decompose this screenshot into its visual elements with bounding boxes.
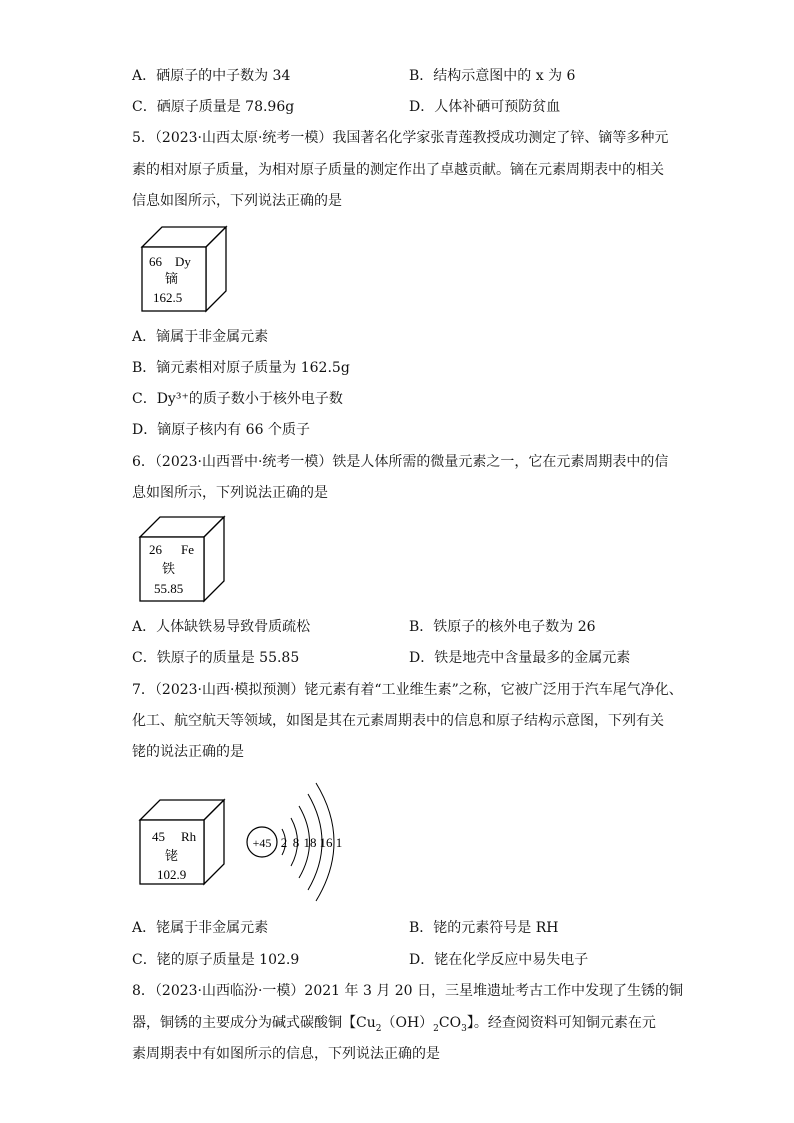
q6-stem-line-1: 6．（2023·山西晋中·统考一模）铁是人体所需的微量元素之一，它在元素周期表中的信 [132, 454, 669, 470]
shell-1-electrons: 2 [280, 835, 288, 850]
q7-stem-line-2: 化工、航空航天等领域，如图是其在元素周期表中的信息和原子结构示意图，下列有关 [132, 713, 664, 729]
q5-option-a: A．镝属于非金属元素 [132, 329, 269, 345]
q7-nucleus-charge: +45 [252, 836, 272, 850]
q7-option-c: C．铑的原子质量是 102.9 [132, 952, 300, 968]
q7-stem-line-1: 7．（2023·山西·模拟预测）铑元素有着“工业维生素”之称，它被广泛用于汽车尾气净化、 [132, 682, 683, 698]
q8-subscript: 3 [461, 1023, 467, 1034]
q6-option-d: D．铁是地壳中含量最多的金属元素 [409, 650, 631, 666]
q6-atomic-number: 26 [149, 542, 162, 557]
q5-stem-line-3: 信息如图所示，下列说法正确的是 [132, 193, 342, 209]
q7-option-d: D．铑在化学反应中易失电子 [409, 952, 589, 968]
q5-element-symbol: Dy [175, 254, 191, 269]
q5-option-c: C．Dy³⁺的质子数小于核外电子数 [132, 391, 343, 407]
q6-option-b: B．铁原子的核外电子数为 26 [409, 619, 596, 635]
q4-option-b: B．结构示意图中的 x 为 6 [409, 68, 576, 84]
q7-atom-structure-diagram [244, 780, 354, 904]
q5-option-d: D．镝原子核内有 66 个质子 [132, 422, 310, 438]
shell-3-electrons: 18 [303, 835, 317, 850]
q6-element-symbol: Fe [181, 542, 194, 557]
q5-stem-line-2: 素的相对原子质量，为相对原子质量的测定作出了卓越贡献。镝在元素周期表中的相关 [132, 162, 664, 178]
q8-stem-line-2-text: （OH） [381, 1015, 434, 1031]
q8-subscript: 2 [433, 1023, 439, 1034]
q7-element-box [136, 796, 228, 888]
q8-stem-line-1: 8．（2023·山西临汾·一模）2021 年 3 月 20 日，三星堆遗址考古工作中发现了生锈的铜 [132, 983, 684, 999]
q8-stem-line-2-text: CO [438, 1015, 462, 1031]
q7-atomic-mass: 102.9 [157, 867, 187, 882]
q5-atomic-number: 66 [149, 254, 162, 269]
shell-5-electrons: 1 [335, 835, 343, 850]
q7-option-a: A．铑属于非金属元素 [132, 920, 269, 936]
q6-option-a: A．人体缺铁易导致骨质疏松 [132, 619, 311, 635]
shell-2-electrons: 8 [292, 835, 300, 850]
q8-stem-line-3: 素周期表中有如图所示的信息，下列说法正确的是 [132, 1046, 440, 1062]
q4-option-d: D．人体补硒可预防贫血 [409, 99, 561, 115]
q7-option-b: B．铑的元素符号是 RH [409, 920, 559, 936]
q7-element-name: 铑 [165, 848, 179, 863]
shell-4-electrons: 16 [319, 835, 333, 850]
q8-stem-line-2 [132, 1013, 656, 1039]
q6-atomic-mass: 55.85 [154, 581, 184, 596]
q7-stem-line-3: 铑的说法正确的是 [132, 744, 244, 760]
q6-element-name: 铁 [162, 561, 176, 576]
q8-stem-line-2-text: 】。经查阅资料可知铜元素在元 [466, 1015, 656, 1031]
q6-element-box [136, 514, 228, 604]
q8-stem-line-2-text: 器，铜锈的主要成分为碱式碳酸铜【Cu [132, 1015, 376, 1031]
q8-subscript: 2 [375, 1023, 382, 1034]
q7-atomic-number: 45 [152, 829, 165, 844]
q4-option-a: A．硒原子的中子数为 34 [132, 68, 291, 84]
q4-option-c: C．硒原子质量是 78.96g [132, 99, 295, 115]
q5-stem-line-1: 5．（2023·山西太原·统考一模）我国著名化学家张青莲教授成功测定了锌、镝等多种元 [132, 130, 669, 146]
q6-stem-line-2: 息如图所示，下列说法正确的是 [132, 485, 328, 501]
q7-element-symbol: Rh [181, 829, 197, 844]
q5-element-name: 镝 [165, 271, 179, 286]
q5-option-b: B．镝元素相对原子质量为 162.5g [132, 360, 350, 376]
q5-element-box [138, 224, 230, 314]
q5-atomic-mass: 162.5 [153, 290, 183, 305]
q6-option-c: C．铁原子的质量是 55.85 [132, 650, 300, 666]
